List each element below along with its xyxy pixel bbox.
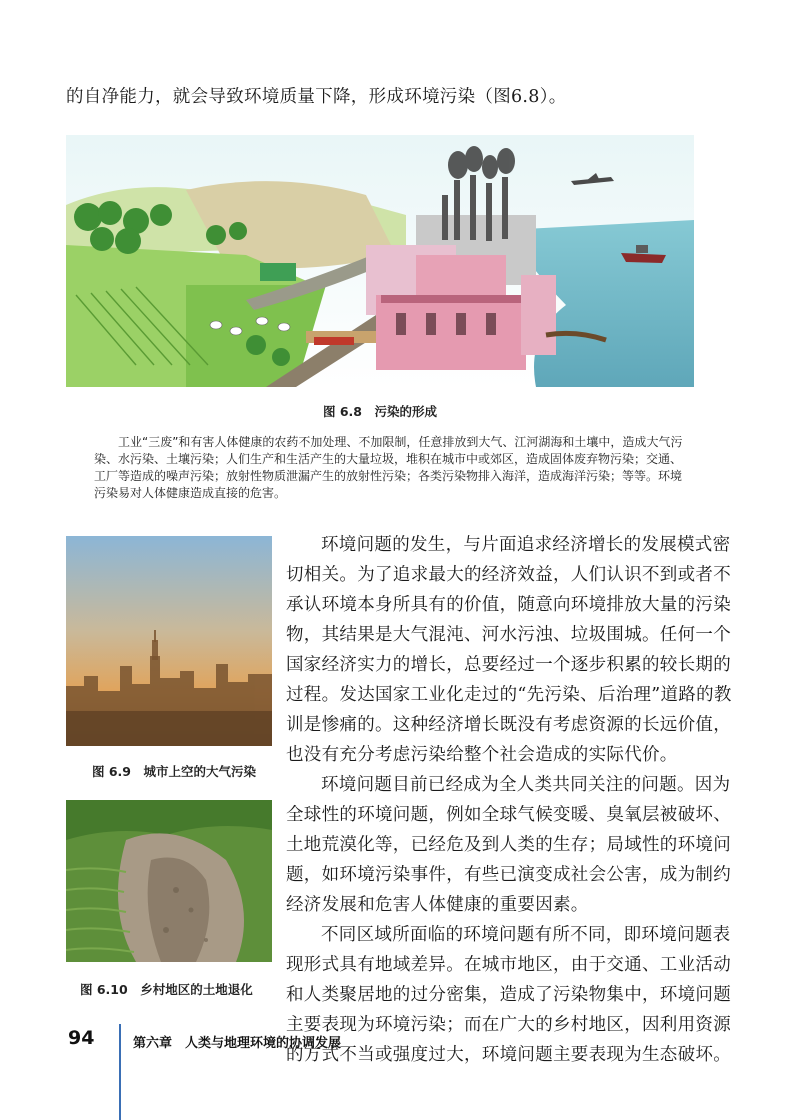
top-text-line: 的自净能力，就会导致环境质量下降，形成环境污染（图6.8）。 <box>66 87 567 107</box>
paragraph-3: 不同区域所面临的环境问题有所不同，即环境问题表现形式具有地域差异。在城市地区，由于交通、工业活动和人类聚居地的过分密集，造成了污染物集中，环境问题主要表现为环境污染；而在广大的乡村地区，因利用资源的方式不当或强度过大，环境问题主要表现为生态破坏。 <box>286 925 731 1065</box>
city-smog-photo <box>66 536 272 746</box>
main-text <box>286 530 746 1070</box>
chapter-title: 第六章 人类与地理环境的协调发展 <box>133 1036 342 1051</box>
land-degradation-photo <box>66 800 272 962</box>
pollution-illustration <box>66 135 694 387</box>
paragraph-2: 环境问题目前已经成为全人类共同关注的问题。因为全球性的环境问题，例如全球气候变暖、臭氧层被破坏、土地荒漠化等，已经危及到人类的生存；局域性的环境问题，如环境污染事件，有些已演变成社会公害，成为制约经济发展和危害人体健康的重要因素。 <box>286 775 731 915</box>
figure-6-8-note: 工业“三废”和有害人体健康的农药不加处理、不加限制，任意排放到大气、江河湖海和土壤中，造成大气污染、水污染、土壤污染；人们生产和生活产生的大量垃圾，堆积在城市中或郊区，造成固体废弃物污染；交通、工厂等造成的噪声污染；放射性物质泄漏产生的放射性污染；各类污染物排入海洋，造成海洋污染；等等。环境污染易对人体健康造成直接的危害。 <box>94 435 683 500</box>
figure-6-8-caption: 图 6.8 污染的形成 <box>323 404 437 419</box>
footer-rule <box>119 1024 121 1120</box>
figure-6-10-caption: 图 6.10 乡村地区的土地退化 <box>80 982 253 997</box>
figure-6-9-caption: 图 6.9 城市上空的大气污染 <box>92 764 256 779</box>
page-number: 94 <box>68 1027 95 1049</box>
paragraph-1: 环境问题的发生，与片面追求经济增长的发展模式密切相关。为了追求最大的经济效益，人们认识不到或者不承认环境本身所具有的价值，随意向环境排放大量的污染物，其结果是大气混沌、河水污浊、垃圾围城。任何一个国家经济实力的增长，总要经过一个逐步积累的较长期的过程。发达国家工业化走过的“先污染、后治理”道路的教训是惨痛的。这种经济增长既没有考虑资源的长远价值，也没有充分考虑污染给整个社会造成的实际代价。 <box>286 535 732 765</box>
